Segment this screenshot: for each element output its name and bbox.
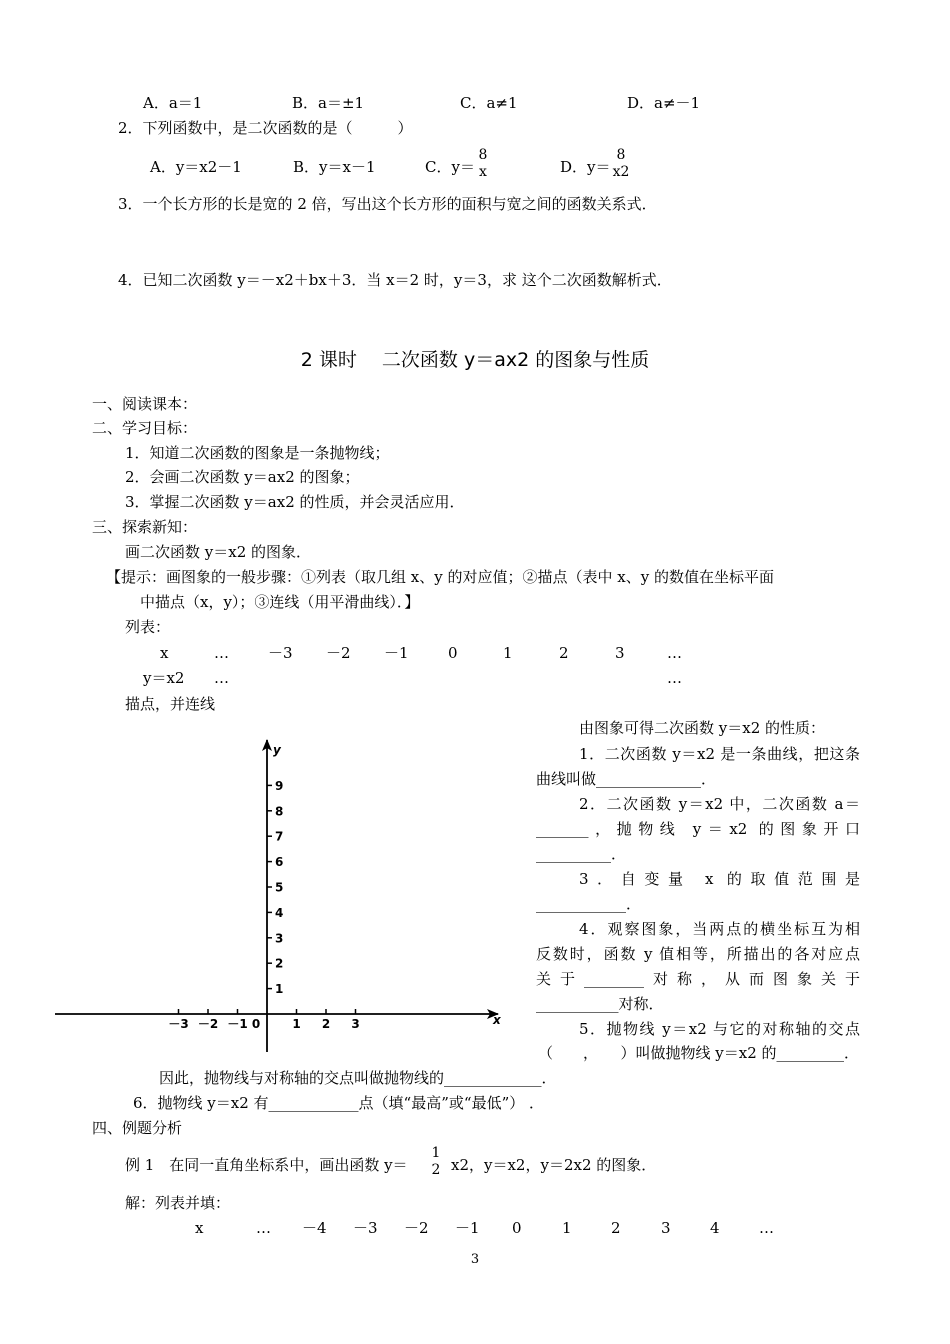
fraction-numerator: 8 [616,147,626,163]
q2-option-b: B．y＝x－1 [293,158,376,176]
table1-y-label: y＝x2 [143,669,185,687]
property-2-line-3: __________． [536,845,627,863]
y-tick-label: 8 [275,804,284,819]
property-5-line-2: （ ， ）叫做抛物线 y＝x2 的_________． [538,1044,860,1062]
table1-x-cell: 3 [615,644,625,662]
table2-x-cell: 0 [512,1219,522,1237]
property-6: 6．抛物线 y＝x2 有____________点（填“最高”或“最低”） ． [133,1094,545,1112]
y-tick-label: 3 [275,931,284,946]
goal-item: 1．知道二次函数的图象是一条抛物线； [125,444,390,462]
solution-label: 解：列表并填： [125,1194,231,1212]
table1-x-cell: 0 [448,644,458,662]
property-4-line-2: 反数时，函数 y 值相等，所描出的各对应点 [536,945,860,963]
q3-text: 3．一个长方形的长是宽的 2 倍，写出这个长方形的面积与宽之间的函数关系式． [118,195,657,213]
property-2-line-1: 2．二次函数 y＝x2 中，二次函数 a＝ [579,795,860,813]
table1-y-cell: … [214,669,229,687]
y-tick-label: 2 [275,956,284,971]
y-tick-label: 6 [275,855,284,870]
fraction-denominator: x2 [612,164,630,180]
table-label: 列表： [125,618,171,636]
lesson-title: 2 课时 二次函数 y＝ax2 的图象与性质 [300,349,650,371]
table2-x-cell: … [759,1219,774,1237]
q4-text: 4．已知二次函数 y＝－x2＋bx＋3．当 x＝2 时，y＝3，求 这个二次函数解析式． [118,271,672,289]
fraction-numerator: 8 [478,147,488,163]
goal-item: 2．会画二次函数 y＝ax2 的图象； [125,468,360,486]
coordinate-grid [52,732,512,1062]
x-tick-label: －1 [227,1017,248,1031]
section-explore: 三、探索新知： [92,518,198,536]
y-tick-label: 5 [275,880,284,895]
therefore-text: 因此，抛物线与对称轴的交点叫做抛物线的_____________． [159,1069,557,1087]
q2-option-c: C．y＝ [425,158,475,176]
q2-option-d: D．y＝ [560,158,611,176]
x-tick-label: －2 [197,1017,219,1031]
table1-x-cell: －2 [326,644,351,662]
table1-x-cell: －1 [384,644,409,662]
q1-option-d: D．a≠－1 [627,94,701,112]
draw-task: 画二次函数 y＝x2 的图象． [125,543,312,561]
section-examples: 四、例题分析 [92,1119,183,1137]
y-tick-label: 1 [275,982,284,997]
x-tick-label: 1 [292,1017,301,1031]
table2-x-label: x [195,1219,204,1237]
fraction-numerator: 1 [431,1145,441,1161]
y-axis-label: y [273,743,281,757]
q1-option-b: B．a＝±1 [292,94,365,112]
property-3-line-1: 3．自变量 x 的取值范围是 [579,870,860,888]
table2-x-cell: －1 [455,1219,480,1237]
table1-x-cell: 2 [559,644,569,662]
y-tick-label: 7 [275,829,284,844]
hint-line-1: 【提示：画图象的一般步骤：①列表（取几组 x、y 的对应值；②描点（表中 x、y 的数值在坐标平面 [106,568,774,586]
property-5-line-1: 5．抛物线 y＝x2 与它的对称轴的交点 [579,1020,860,1038]
y-tick-label: 9 [275,778,284,793]
table2-x-cell: 4 [710,1219,720,1237]
table2-x-cell: －2 [404,1219,429,1237]
example-1-suffix: x2，y＝x2，y＝2x2 的图象． [451,1156,657,1174]
goal-item: 3．掌握二次函数 y＝ax2 的性质，并会灵活应用． [125,493,465,511]
section-goals: 二、学习目标： [92,419,198,437]
fraction-denominator: 2 [431,1162,441,1178]
section-read: 一、阅读课本： [92,395,198,413]
q1-option-c: C．a≠1 [460,94,518,112]
example-1-fraction [429,1145,443,1179]
table2-x-cell: －3 [353,1219,378,1237]
property-4-line-4: ___________对称． [536,995,664,1013]
x-tick-label: －3 [168,1017,189,1031]
property-4-line-3: 关于________对称，从而图象关于 [536,970,860,988]
property-3-line-2: ____________． [536,895,642,913]
example-1-prefix: 例 1 在同一直角坐标系中，画出函数 y＝ [125,1156,408,1174]
property-1-line-1: 1．二次函数 y＝x2 是一条曲线，把这条 [579,745,860,763]
property-2-line-2: _______，抛物线 y＝x2 的图象开口 [536,820,860,838]
table1-x-cell: … [214,644,229,662]
properties-intro: 由图象可得二次函数 y＝x2 的性质： [579,719,826,737]
table1-x-cell: 1 [503,644,513,662]
q2-stem: 2．下列函数中，是二次函数的是（ ） [118,119,413,137]
page-number: 3 [470,1252,480,1267]
table2-x-cell: 2 [611,1219,621,1237]
table1-x-label: x [160,644,169,662]
table2-x-cell: 3 [661,1219,671,1237]
q1-option-a: A．a＝1 [143,94,203,112]
x-tick-label: 2 [321,1017,331,1031]
fraction-denominator: x [479,164,487,180]
table2-x-cell: －4 [302,1219,327,1237]
x-tick-label: 3 [351,1017,360,1031]
hint-line-2: 中描点（x，y）；③连线（用平滑曲线）．】 [140,593,420,611]
q2-option-c-fraction [476,147,490,181]
property-1-line-2: 曲线叫做______________． [536,770,717,788]
property-4-line-1: 4．观察图象，当两点的横坐标互为相 [579,920,860,938]
table2-x-cell: … [256,1219,271,1237]
plot-label: 描点，并连线 [125,695,216,713]
table1-y-cell: … [667,669,682,687]
table1-x-cell: －3 [268,644,293,662]
table2-x-cell: 1 [562,1219,572,1237]
table1-x-cell: … [667,644,682,662]
x-tick-label: 0 [251,1017,261,1031]
y-tick-label: 4 [275,905,284,920]
q2-option-d-fraction [612,147,630,181]
x-axis-label: x [493,1013,501,1027]
q2-option-a: A．y＝x2－1 [150,158,242,176]
